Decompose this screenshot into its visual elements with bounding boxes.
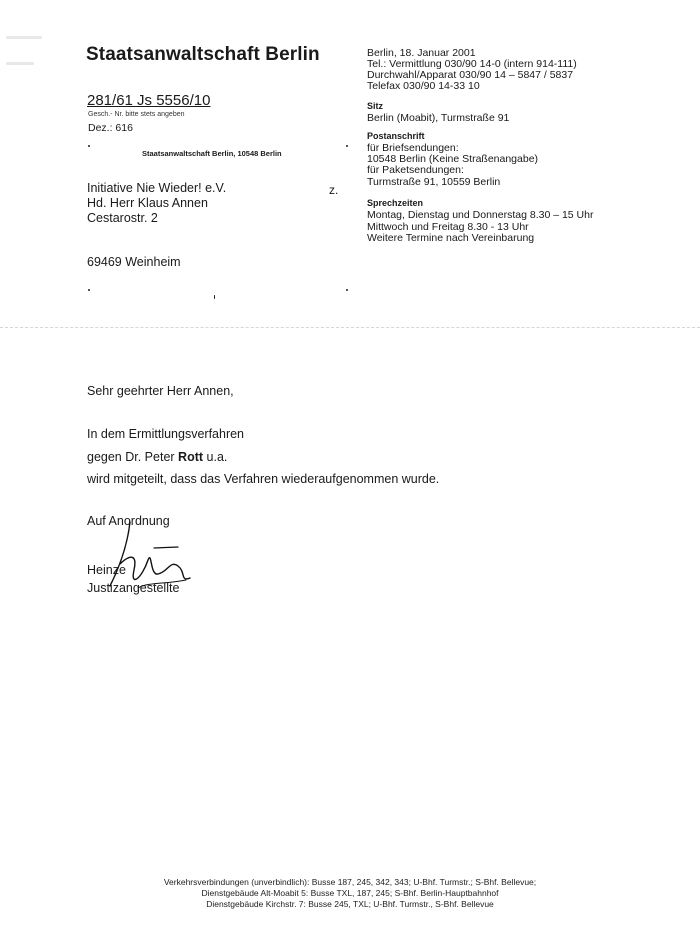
fold-mark [88,145,90,147]
salutation: Sehr geehrter Herr Annen, [87,384,234,398]
brief-label: für Briefsendungen: [367,142,459,154]
recipient-city: 69469 Weinheim [87,255,181,269]
dezernat: Dez.: 616 [88,122,133,134]
scan-artifact [6,36,42,39]
footer-transport-line: Verkehrsverbindungen (unverbindlich): Busse 187, 245, 342, 343; U-Bhf. Turmstr.; S-Bhf. Bellevue; [163,877,537,887]
phone-line: Tel.: Vermittlung 030/90 14-0 (intern 914-111) [367,58,577,70]
sitz-heading: Sitz [367,101,384,111]
scan-artifact [6,62,34,65]
defendant-prefix: gegen Dr. Peter [87,450,175,464]
authority-title: Staatsanwaltschaft Berlin [86,44,320,65]
defendant-suffix: u.a. [206,450,228,464]
handwritten-signature [98,516,208,606]
body-line: In dem Ermittlungsverfahren [87,427,245,441]
letter-date: Berlin, 18. Januar 2001 [367,47,476,59]
recipient-attention: Hd. Herr Klaus Annen [87,196,208,210]
case-reference-number: 281/61 Js 5556/10 [87,92,211,109]
office-hours-line: Weitere Termine nach Vereinbarung [367,232,535,244]
fold-mark [346,145,348,147]
sprechzeiten-heading: Sprechzeiten [367,198,424,208]
sitz-address: Berlin (Moabit), Turmstraße 91 [367,112,510,124]
fold-mark [346,289,348,291]
signer-name: Heinze [87,563,126,577]
recipient-street: Cestarostr. 2 [87,211,158,225]
closing: Auf Anordnung [87,514,170,528]
reference-note: Gesch.- Nr. bitte stets angeben [88,111,185,118]
office-hours-line: Montag, Dienstag und Donnerstag 8.30 – 15 Uhr [367,209,594,221]
fax-line: Telefax 030/90 14-33 10 [367,80,480,92]
paket-address: Turmstraße 91, 10559 Berlin [367,176,501,188]
fold-mark [214,295,215,299]
defendant-name: Rott [178,450,204,464]
office-hours-line: Mittwoch und Freitag 8.30 - 13 Uhr [367,221,529,233]
paket-label: für Paketsendungen: [367,164,464,176]
direct-dial-line: Durchwahl/Apparat 030/90 14 – 5847 / 5837 [367,69,574,81]
body-line: wird mitgeteilt, dass das Verfahren wiederaufgenommen wurde. [87,472,440,486]
fold-line [0,327,700,328]
brief-address: 10548 Berlin (Keine Straßenangabe) [367,153,539,165]
sender-return-address: Staatsanwaltschaft Berlin, 10548 Berlin [142,149,282,158]
z-mark: z. [329,183,339,197]
recipient-organization: Initiative Nie Wieder! e.V. [87,181,227,195]
footer-building-line: Dienstgebäude Kirchstr. 7: Busse 245, TXL; U-Bhf. Turmstr., S-Bhf. Bellevue [206,899,494,909]
footer-building-line: Dienstgebäude Alt-Moabit 5: Busse TXL, 187, 245; S-Bhf. Berlin-Hauptbahnhof [201,888,499,898]
fold-mark [88,289,90,291]
signer-title: Justizangestellte [87,581,180,595]
body-line-defendant [87,450,227,464]
postanschrift-heading: Postanschrift [367,131,425,141]
